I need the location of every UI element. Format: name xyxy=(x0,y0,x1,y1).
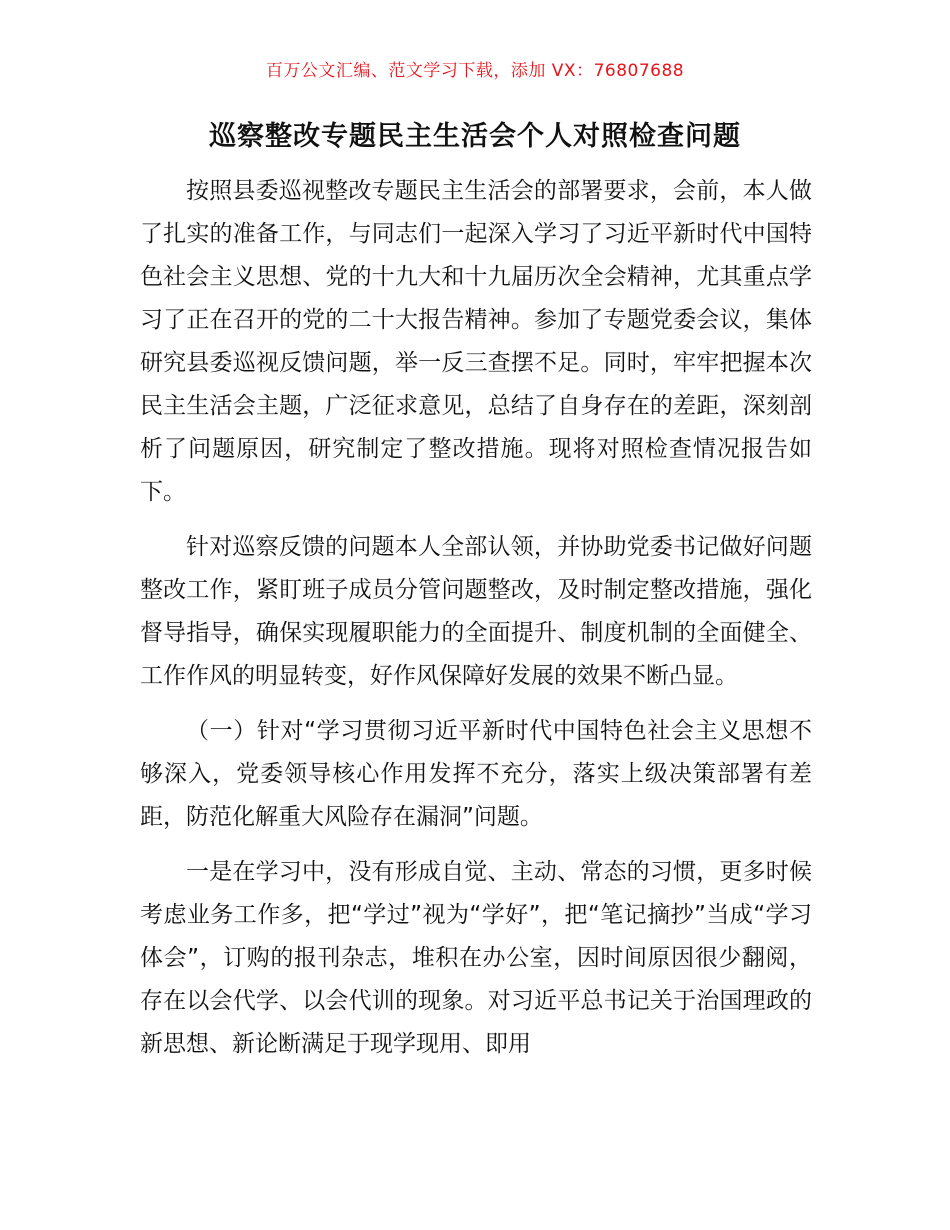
document-body xyxy=(140,170,812,1066)
paragraph-point-one: 一是在学习中，没有形成自觉、主动、常态的习惯，更多时候考虑业务工作多，把“学过”视为“学好”，把“笔记摘抄”当成“学习体会”，订购的报刊杂志，堆积在办公室，因时间原因很少翻阅，存在以会代学、以会代训的现象。对习近平总书记关于治国理政的新思想、新论断满足于现学现用、即用 xyxy=(140,859,812,1057)
document-title: 巡察整改专题民主生活会个人对照检查问题 xyxy=(209,121,741,152)
paragraph-summary: 针对巡察反馈的问题本人全部认领，并协助党委书记做好问题整改工作，紧盯班子成员分管问题整改，及时制定整改措施，强化督导指导，确保实现履职能力的全面提升、制度机制的全面健全、工作作风的明显转变，好作风保障好发展的效果不断凸显。 xyxy=(140,534,812,689)
paragraph-section-one-heading: （一）针对“学习贯彻习近平新时代中国特色社会主义思想不够深入，党委领导核心作用发挥不充分，落实上级决策部署有差距，防范化解重大风险存在漏洞”问题。 xyxy=(140,718,812,830)
watermark-header: 百万公文汇编、范文学习下载，添加 VX：76807688 xyxy=(265,61,685,81)
paragraph-intro: 按照县委巡视整改专题民主生活会的部署要求，会前，本人做了扎实的准备工作，与同志们一起深入学习了习近平新时代中国特色社会主义思想、党的十九大和十九届历次全会精神，尤其重点学习了正在召开的党的二十大报告精神。参加了专题党委会议，集体研究县委巡视反馈问题，举一反三查摆不足。同时，牢牢把握本次民主生活会主题，广泛征求意见，总结了自身存在的差距，深刻剖析了问题原因，研究制定了整改措施。现将对照检查情况报告如下。 xyxy=(140,178,812,505)
